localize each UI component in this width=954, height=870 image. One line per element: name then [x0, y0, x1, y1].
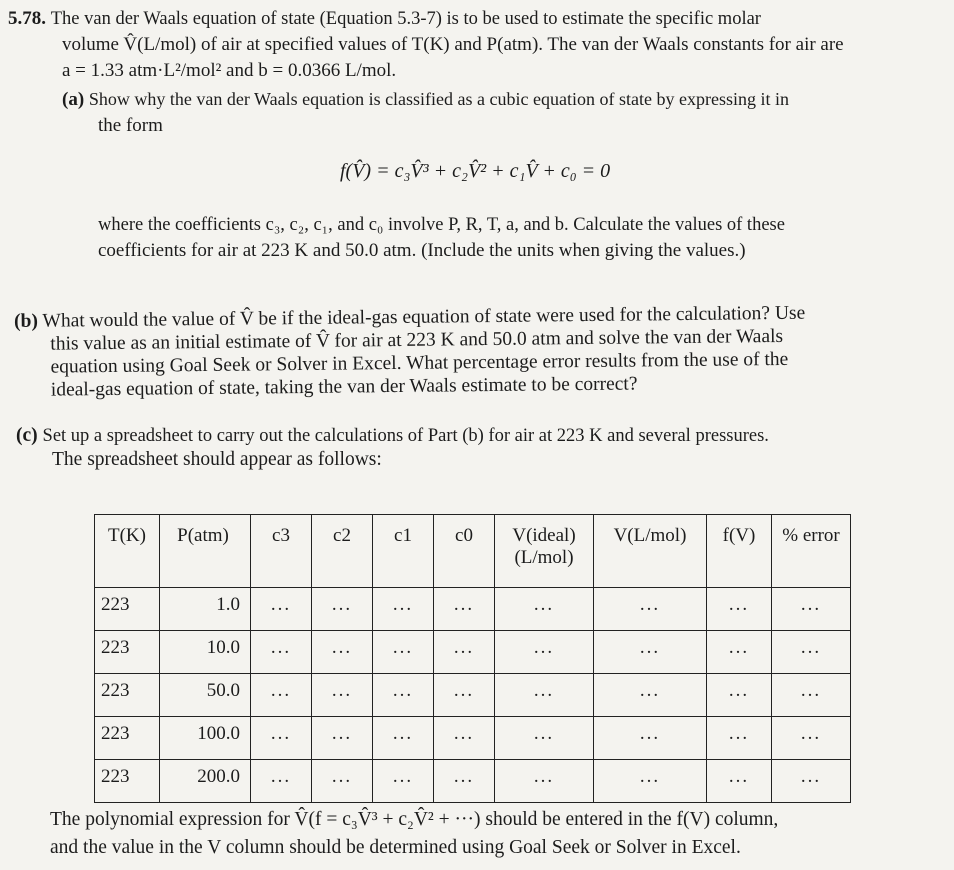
table-cell: ...: [251, 760, 312, 803]
table-cell: ...: [373, 760, 434, 803]
table-cell: ...: [373, 674, 434, 717]
table-cell: ...: [373, 588, 434, 631]
table-cell: ...: [594, 588, 707, 631]
table-cell: ...: [772, 760, 851, 803]
table-cell: ...: [312, 717, 373, 760]
table-row: [95, 588, 851, 631]
table-header-row: [95, 515, 851, 588]
table-cell: 10.0: [160, 631, 251, 674]
problem-number: 5.78.: [8, 8, 46, 29]
table-row: [95, 717, 851, 760]
table-cell: 223: [95, 760, 160, 803]
part-b-line3: equation using Goal Seek or Solver in Excel. What percentage error results from the use of the: [50, 348, 789, 378]
table-cell: ...: [495, 760, 594, 803]
part-c-line1: Set up a spreadsheet to carry out the calculations of Part (b) for air at 223 K and several pressures.: [42, 426, 769, 446]
table-cell: 223: [95, 717, 160, 760]
part-c: [16, 424, 940, 472]
table-cell: ...: [707, 588, 772, 631]
table-cell: ...: [495, 674, 594, 717]
table-row: [95, 760, 851, 803]
table-row: [95, 631, 851, 674]
header-c2: c2: [312, 515, 373, 588]
table-cell: 223: [95, 631, 160, 674]
table-cell: ...: [707, 717, 772, 760]
table-cell: ...: [772, 717, 851, 760]
table-cell: ...: [434, 588, 495, 631]
table-cell: ...: [251, 674, 312, 717]
table-cell: 223: [95, 588, 160, 631]
part-a-line3: where the coefficients c₃, c₂, c₁, and c₀ involve P, R, T, a, and b. Calculate the values of these: [98, 215, 785, 235]
table-cell: 200.0: [160, 760, 251, 803]
table-cell: ...: [594, 674, 707, 717]
part-b: [14, 300, 939, 402]
part-a-line4: coefficients for air at 223 K and 50.0 atm. (Include the units when giving the values.): [98, 240, 746, 261]
table-cell: ...: [434, 760, 495, 803]
table-cell: 1.0: [160, 588, 251, 631]
part-a-line2: the form: [98, 115, 163, 136]
table-cell: 223: [95, 674, 160, 717]
table-cell: ...: [772, 588, 851, 631]
table-cell: ...: [251, 588, 312, 631]
table-cell: ...: [594, 717, 707, 760]
table-cell: ...: [434, 717, 495, 760]
problem-intro-line3: a = 1.33 atm·L²/mol² and b = 0.0366 L/mol.: [62, 60, 397, 81]
table-cell: ...: [312, 588, 373, 631]
header-fv: f(V): [707, 515, 772, 588]
header-v: V(L/mol): [594, 515, 707, 588]
table-cell: ...: [707, 631, 772, 674]
part-a-label: (a): [62, 89, 85, 110]
table-cell: ...: [312, 674, 373, 717]
header-tk: T(K): [95, 515, 160, 588]
problem-statement: [8, 6, 948, 84]
table-cell: ...: [707, 760, 772, 803]
table-cell: ...: [373, 717, 434, 760]
problem-intro-line1: The van der Waals equation of state (Equation 5.3-7) is to be used to estimate the specific molar: [50, 9, 761, 29]
header-videal: V(ideal) (L/mol): [495, 515, 594, 588]
cubic-equation: f(V̂) = c₃V̂³ + c₂V̂² + c₁V̂ + c₀ = 0: [340, 160, 611, 182]
part-b-label: (b): [14, 310, 39, 332]
table-cell: ...: [251, 717, 312, 760]
table-cell: ...: [495, 588, 594, 631]
table-row: [95, 674, 851, 717]
part-c-label: (c): [16, 425, 38, 446]
table-cell: ...: [312, 760, 373, 803]
header-error: % error: [772, 515, 851, 588]
part-a-continued: [98, 212, 948, 264]
header-c0: c0: [434, 515, 495, 588]
table-cell: ...: [707, 674, 772, 717]
table-cell: ...: [772, 631, 851, 674]
table-cell: ...: [312, 631, 373, 674]
table-cell: 50.0: [160, 674, 251, 717]
part-b-line4: ideal-gas equation of state, taking the van der Waals estimate to be correct?: [50, 373, 638, 401]
spreadsheet-table: [94, 514, 851, 803]
part-b-line1: What would the value of V̂ be if the ideal-gas equation of state were used for the calculation? Use: [42, 302, 806, 332]
part-c-line2: The spreadsheet should appear as follows:: [52, 449, 382, 470]
table-cell: ...: [495, 631, 594, 674]
footer-note: [50, 806, 940, 862]
part-a-line1: Show why the van der Waals equation is classified as a cubic equation of state by expressing it in: [88, 89, 789, 109]
footer-line1: The polynomial expression for V̂(f = c₃V̂³ + c₂V̂² + ···) should be entered in the f(V) column,: [50, 809, 779, 830]
table-cell: ...: [495, 717, 594, 760]
table-cell: ...: [373, 631, 434, 674]
header-c1: c1: [373, 515, 434, 588]
table-cell: ...: [251, 631, 312, 674]
header-patm: P(atm): [160, 515, 251, 588]
part-b-line2: this value as an initial estimate of V̂ for air at 223 K and 50.0 atm and solve the van der Waals: [50, 325, 784, 355]
table-cell: ...: [434, 631, 495, 674]
footer-line2: and the value in the V column should be determined using Goal Seek or Solver in Excel.: [50, 837, 741, 858]
table-cell: ...: [434, 674, 495, 717]
table-cell: 100.0: [160, 717, 251, 760]
part-a: [62, 86, 948, 139]
table-cell: ...: [772, 674, 851, 717]
table-cell: ...: [594, 760, 707, 803]
header-c3: c3: [251, 515, 312, 588]
table-cell: ...: [594, 631, 707, 674]
problem-intro-line2: volume V̂(L/mol) of air at specified values of T(K) and P(atm). The van der Waals constants for air are: [62, 34, 844, 55]
